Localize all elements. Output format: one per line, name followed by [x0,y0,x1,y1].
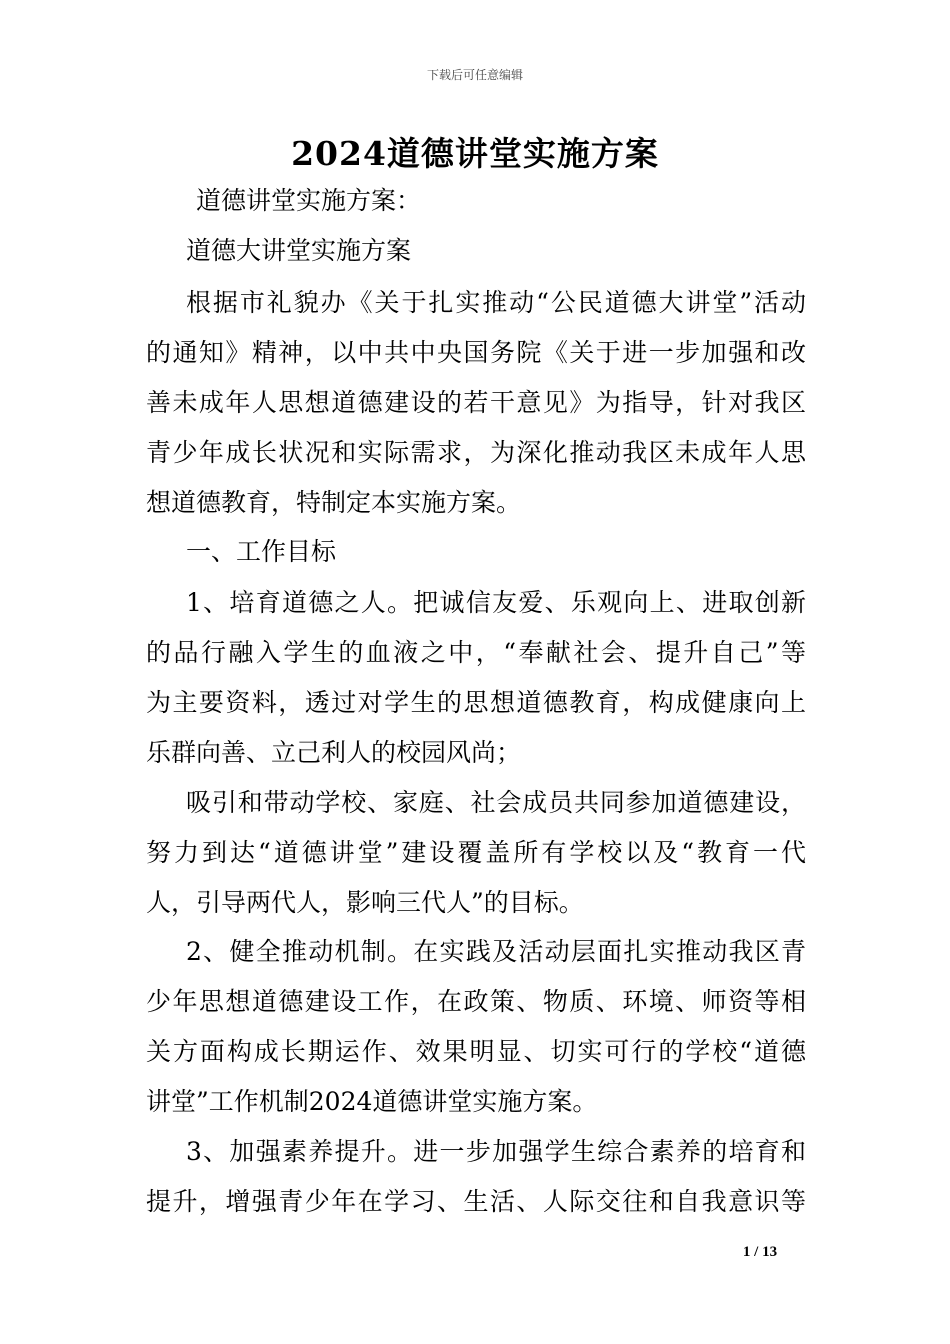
body-line: 关方面构成长期运作、效果明显、切实可行的学校“道德 [146,1037,806,1066]
body-line: 的通知》精神，以中共中央国务院《关于进一步加强和改 [146,338,806,367]
section-heading: 一、工作目标 [186,537,337,566]
body-line: 善未成年人思想道德建设的若干意见》为指导，针对我区 [146,388,806,417]
body-line: 提升，增强青少年在学习、生活、人际交往和自我意识等 [146,1187,806,1216]
document-title: 2024道德讲堂实施方案 [291,134,659,173]
body-line: 3、加强素养提升。进一步加强学生综合素养的培育和 [186,1137,806,1166]
body-line: 1、培育道德之人。把诚信友爱、乐观向上、进取创新 [186,588,806,617]
body-line: 努力到达“道德讲堂”建设覆盖所有学校以及“教育一代 [146,838,806,867]
body-line: 讲堂”工作机制2024道德讲堂实施方案。 [146,1087,598,1116]
body-line: 少年思想道德建设工作，在政策、物质、环境、师资等相 [146,987,806,1016]
body-line: 为主要资料，透过对学生的思想道德教育，构成健康向上 [146,688,806,717]
body-line: 青少年成长状况和实际需求，为深化推动我区未成年人思 [146,438,806,467]
body-line: 根据市礼貌办《关于扎实推动“公民道德大讲堂”活动 [186,288,806,317]
body-line: 吸引和带动学校、家庭、社会成员共同参加道德建设， [186,788,806,817]
body-line: 道德大讲堂实施方案 [186,236,412,265]
body-line: 2、健全推动机制。在实践及活动层面扎实推动我区青 [186,937,806,966]
header-note: 下载后可任意编辑 [426,68,523,82]
body-line: 人，引导两代人，影响三代人”的目标。 [146,888,584,917]
page-number: 1 / 13 [742,1244,778,1260]
body-line: 想道德教育，特制定本实施方案。 [146,488,522,517]
body-line: 道德讲堂实施方案： [196,186,422,215]
body-line: 的品行融入学生的血液之中，“奉献社会、提升自己”等 [146,638,806,667]
body-line: 乐群向善、立己利人的校园风尚； [146,738,522,767]
